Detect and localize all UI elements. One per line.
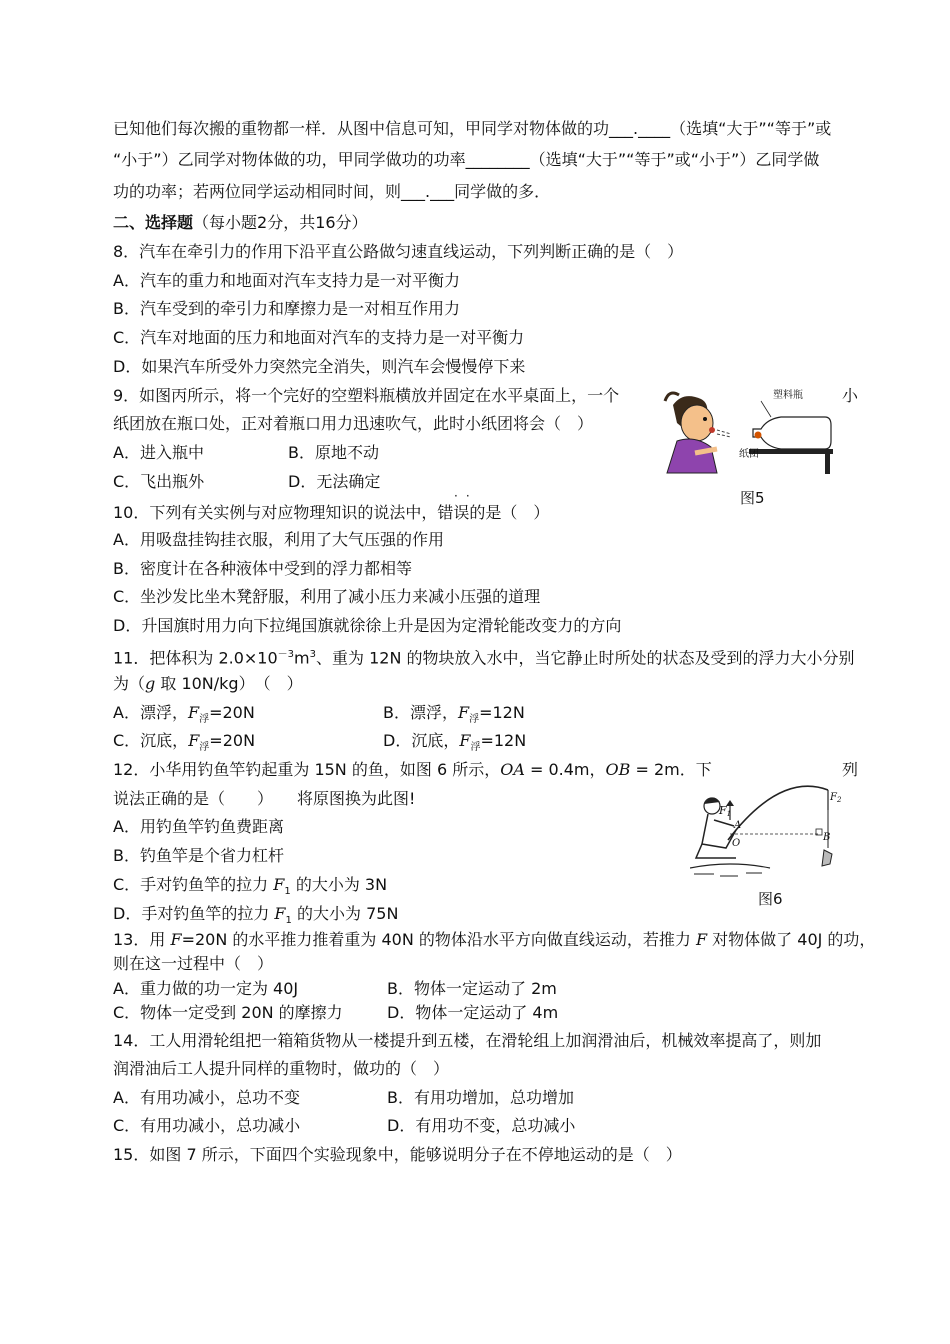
q11-option-b-value: =12N	[479, 703, 525, 722]
emphasis-dots: ··	[454, 489, 478, 503]
q11-option-d-prefix: D．沉底，	[383, 731, 460, 750]
girl-figure	[665, 393, 717, 473]
q11-f-symbol: F	[457, 703, 470, 722]
q12-option-c-prefix: C．手对钓鱼竿的拉力	[113, 875, 274, 894]
q8-option-a: A．汽车的重力和地面对汽车支持力是一对平衡力	[113, 271, 460, 290]
q14-option-c: C．有用功减小，总功减小	[113, 1116, 301, 1135]
q10-option-b: B．密度计在各种液体中受到的浮力都相等	[113, 559, 412, 578]
fishing-rod	[728, 786, 828, 840]
q11-option-a	[113, 703, 255, 730]
q9-stem-line1: 9．如图丙所示，将一个完好的空塑料瓶横放并固定在水平桌面上，一个	[113, 386, 620, 405]
q11-stem2-a: 为（	[113, 674, 146, 693]
q11-stem-part-c: 、重为 12N 的物块放入水中，当它静止时所处的状态及受到的浮力大小分别	[316, 648, 855, 668]
figure-5-illustration	[655, 383, 835, 478]
q10-option-c: C．坐沙发比坐木凳舒服，利用了减小压力来减小压强的道理	[113, 587, 541, 606]
figure-6-caption: 图6	[758, 890, 783, 908]
q14-option-d: D．有用功不变，总功减小	[387, 1116, 576, 1135]
q12-option-c	[113, 875, 387, 902]
q10-option-a: A．用吸盘挂钩挂衣服，利用了大气压强的作用	[113, 530, 444, 549]
q9-stem-line1-end: 小	[842, 386, 859, 405]
intro-line-2: “小于”）乙同学对物体做的功，甲同学做功的功率________（选填“大于”“等于”或“小于”）乙同学做	[113, 150, 820, 169]
q12-ob-symbol: OB	[605, 760, 631, 779]
q11-f-subscript: 浮	[199, 742, 210, 754]
q12-oa-value: = 0.4m，	[524, 760, 606, 779]
q12-option-c-sub: 1	[284, 886, 291, 898]
q11-stem-line2	[113, 674, 303, 694]
q12-stem-part-a: 12．小华用钓鱼竿钓起重为 15N 的鱼，如图 6 所示，	[113, 760, 501, 779]
q11-f-symbol: F	[188, 731, 200, 750]
q13-option-a: A．重力做的功一定为 40J	[113, 979, 299, 998]
q12-option-d-f: F	[274, 904, 286, 923]
q11-f-subscript: 浮	[469, 714, 480, 726]
q11-option-d-value: =12N	[480, 731, 527, 750]
q10-stem: 10．下列有关实例与对应物理知识的说法中，错误的是（ ）	[113, 503, 550, 522]
q11-unit: m	[294, 648, 310, 668]
q11-stem2-b: 取 10N/kg） （ ）	[155, 674, 303, 693]
q11-option-a-prefix: A．漂浮，	[113, 703, 188, 722]
q12-option-c-suffix: 的大小为 3N	[290, 875, 388, 894]
q15-stem: 15．如图 7 所示，下面四个实验现象中，能够说明分子在不停地运动的是（ ）	[113, 1145, 682, 1164]
q8-option-b: B．汽车受到的牵引力和摩擦力是一对相互作用力	[113, 299, 460, 318]
q13-stem-line2: 则在这一过程中（ ）	[113, 954, 274, 973]
q14-option-a: A．有用功减小，总功不变	[113, 1088, 300, 1107]
q9-option-c: C．飞出瓶外	[113, 472, 205, 491]
paper-ball-icon	[755, 432, 762, 439]
q12-oa-symbol: OA	[500, 760, 525, 779]
q14-stem-line2: 润滑油后工人提升同样的重物时，做功的（ ）	[113, 1059, 450, 1078]
q14-stem-line1: 14．工人用滑轮组把一箱箱货物从一楼提升到五楼，在滑轮组上加润滑油后，机械效率提高了，则加	[113, 1031, 822, 1050]
q11-g-symbol: g	[145, 674, 156, 693]
q12-stem-line2: 说法正确的是（ ） 将原图换为此图!	[113, 789, 416, 808]
q12-option-d-sub: 1	[285, 915, 292, 927]
q11-option-a-value: =20N	[209, 703, 255, 722]
q12-stem-line1	[113, 760, 712, 780]
figure-5-caption: 图5	[740, 489, 765, 507]
q13-option-d: D．物体一定运动了 4m	[387, 1003, 559, 1022]
q13-f-symbol-2: F	[695, 930, 708, 949]
q11-f-symbol: F	[187, 703, 200, 722]
q11-stem-line1	[113, 645, 855, 668]
section-heading	[113, 213, 368, 233]
q11-option-c	[113, 731, 255, 758]
q9-option-a: A．进入瓶中	[113, 443, 204, 462]
q12-option-c-f: F	[273, 875, 285, 894]
q12-ob-value: = 2m．下	[630, 760, 712, 779]
q8-option-c: C．汽车对地面的压力和地面对汽车的支持力是一对平衡力	[113, 328, 525, 347]
q12-option-a: A．用钓鱼竿钓鱼费距离	[113, 817, 284, 836]
figure-6-label-f2: $F_2$	[830, 792, 842, 804]
q12-option-b: B．钓鱼竿是个省力杠杆	[113, 846, 284, 865]
q13-f-symbol: F	[170, 930, 182, 949]
table-leg	[825, 454, 830, 474]
section-note: （每小题2分，共16分）	[193, 213, 368, 232]
q11-option-c-value: =20N	[209, 731, 256, 750]
figure-6-label-b: B	[823, 832, 831, 843]
q13-option-b: B．物体一定运动了 2m	[387, 979, 557, 998]
q9-option-d: D．无法确定	[288, 472, 381, 491]
q11-f-subscript: 浮	[470, 742, 481, 754]
figure-5-label-paper: 纸团	[739, 449, 759, 460]
figure-6-label-a: A	[734, 820, 742, 831]
q13-option-c: C．物体一定受到 20N 的摩擦力	[113, 1003, 343, 1022]
q11-option-c-prefix: C．沉底，	[113, 731, 189, 750]
q12-stem-line1-end: 列	[842, 760, 859, 779]
figure-5-label-bottle: 塑料瓶	[773, 390, 803, 401]
q11-option-b-prefix: B．漂浮，	[383, 703, 458, 722]
q11-f-subscript: 浮	[199, 714, 210, 726]
q8-option-d: D．如果汽车所受外力突然完全消失，则汽车会慢慢停下来	[113, 357, 526, 376]
figure-6-label-f1: F1	[719, 804, 732, 818]
q9-stem-line2: 纸团放在瓶口处，正对着瓶口用力迅速吹气，此时小纸团将会（ ）	[113, 414, 594, 433]
q10-option-d: D．升国旗时用力向下拉绳国旗就徐徐上升是因为定滑轮能改变力的方向	[113, 616, 622, 635]
q13-stem-line1	[113, 930, 875, 950]
q13-stem-part-c: 对物体做了 40J 的功，	[707, 930, 876, 949]
q12-option-d-prefix: D．手对钓鱼竿的拉力	[113, 904, 275, 923]
section-title: 二、选择题	[113, 213, 194, 232]
q13-stem-part-a: 13．用	[113, 930, 171, 949]
q11-f-symbol: F	[459, 731, 471, 750]
q11-unit-exponent: 3	[309, 649, 317, 660]
q13-stem-part-b: =20N 的水平推力推着重为 40N 的物体沿水平方向做直线运动，若推力	[181, 930, 696, 949]
q11-option-b	[383, 703, 525, 730]
q12-option-d-suffix: 的大小为 75N	[291, 904, 399, 923]
bottle-shape	[753, 417, 831, 449]
q8-stem: 8．汽车在牵引力的作用下沿平直公路做匀速直线运动，下列判断正确的是（ ）	[113, 242, 684, 261]
figure-6-illustration	[690, 778, 850, 888]
intro-line-3: 功的功率；若两位同学运动相同时间，则___.___同学做的多．	[113, 182, 551, 201]
table-top	[749, 449, 833, 454]
figure-6-label-o: O	[732, 838, 741, 849]
q11-exponent: －3	[277, 649, 295, 660]
q12-option-d	[113, 904, 398, 931]
q11-option-d	[383, 731, 526, 758]
fish-icon	[822, 850, 832, 866]
q9-option-b: B．原地不动	[288, 443, 379, 462]
intro-line-1: 已知他们每次搬的重物都一样．从图中信息可知，甲同学对物体做的功___.____（选填“大于”“等于”或	[113, 119, 832, 138]
q14-option-b: B．有用功增加，总功增加	[387, 1088, 574, 1107]
q11-stem-part-a: 11．把体积为 2.0×10	[113, 648, 278, 668]
